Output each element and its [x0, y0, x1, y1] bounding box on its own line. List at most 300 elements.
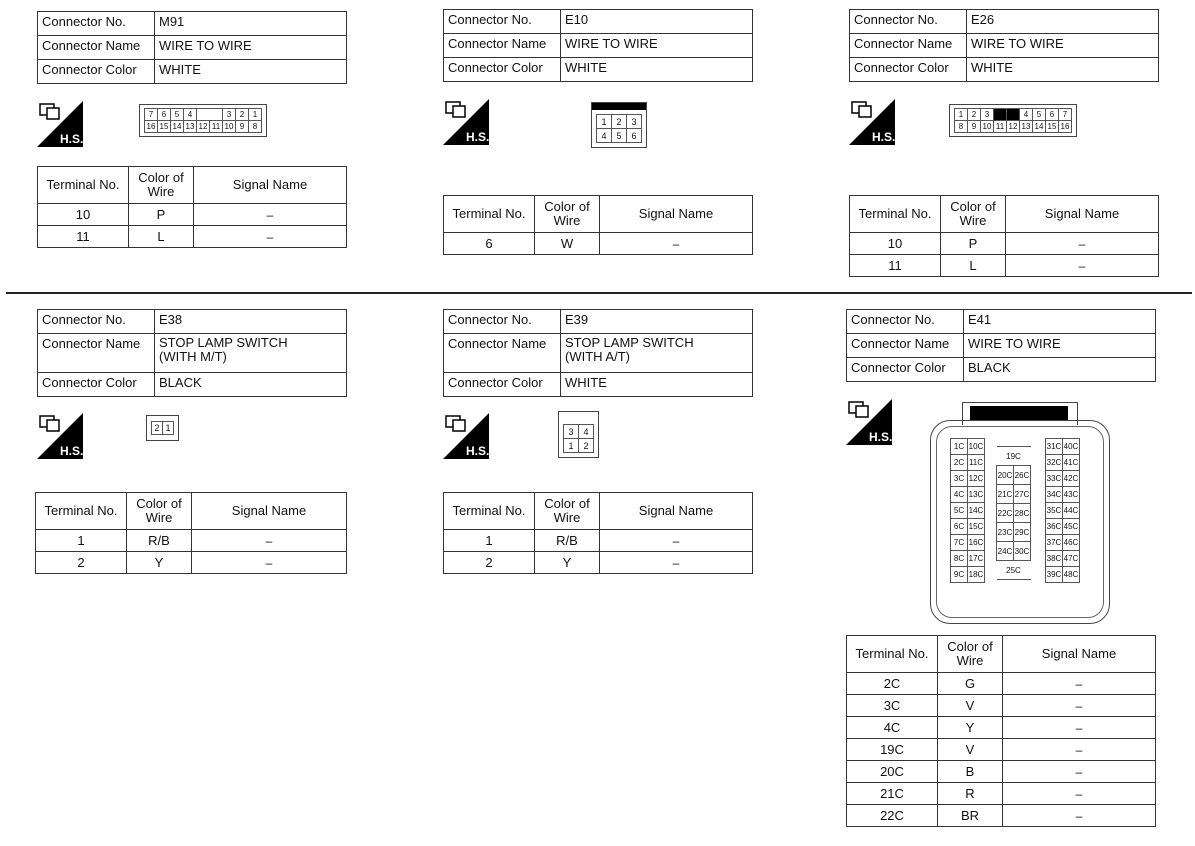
- wire-color: Y: [938, 717, 1003, 739]
- wire-color-header: [941, 196, 1006, 233]
- pin-cell: 44C: [1063, 503, 1080, 519]
- hs-label: H.S.: [466, 130, 489, 144]
- pin-cell: 4C: [951, 487, 968, 503]
- wire-color-header-line1: Color of: [950, 199, 996, 214]
- connector-info-m91: [37, 11, 347, 84]
- label: Connector No.: [38, 310, 155, 334]
- signal-name: –: [1003, 739, 1156, 761]
- connector-no: E39: [561, 310, 753, 334]
- table-row: [847, 761, 1156, 783]
- hs-label: H.S.: [60, 444, 83, 458]
- pin-cell: 3: [981, 109, 994, 121]
- pin-row: [1046, 503, 1080, 519]
- table-row: [38, 226, 347, 248]
- pin-cell: 31C: [1046, 439, 1063, 455]
- pin-row: [951, 519, 985, 535]
- table-row: [850, 233, 1159, 255]
- pin-cell: 38C: [1046, 551, 1063, 567]
- signal-name-header: Signal Name: [194, 167, 347, 204]
- terminal-no: 20C: [847, 761, 938, 783]
- connector-name: [155, 334, 347, 373]
- pin-row: [997, 447, 1031, 466]
- connector-no: E10: [561, 10, 753, 34]
- signal-name: –: [1006, 233, 1159, 255]
- wire-color: G: [938, 673, 1003, 695]
- terminal-no: 2: [36, 552, 127, 574]
- pin-row: [997, 523, 1031, 542]
- pin-grid: [596, 114, 642, 143]
- pin-cell: 1C: [951, 439, 968, 455]
- pin-cell: 6: [158, 109, 171, 121]
- pin-cell: 9: [236, 121, 249, 133]
- harness-side-icon: [37, 413, 83, 459]
- pin-cell: 24C: [997, 542, 1014, 561]
- terminal-no-header: Terminal No.: [444, 493, 535, 530]
- terminal-no: 11: [38, 226, 129, 248]
- wire-color-header-line1: Color of: [947, 639, 993, 654]
- terminal-header-row: [850, 196, 1159, 233]
- pin-row: [145, 121, 262, 133]
- connector-latch: [592, 103, 646, 110]
- wire-color: P: [129, 204, 194, 226]
- connector-face-e38: [146, 415, 179, 441]
- connector-no: M91: [155, 12, 347, 36]
- signal-name: –: [600, 530, 753, 552]
- pin-row: [951, 567, 985, 583]
- pin-cell: 8C: [951, 551, 968, 567]
- connector-color: BLACK: [155, 373, 347, 397]
- terminal-no: 2C: [847, 673, 938, 695]
- pin-cell: 29C: [1014, 523, 1031, 542]
- pin-cell: 1: [249, 109, 262, 121]
- terminal-no-header: Terminal No.: [444, 196, 535, 233]
- wire-color-header-line1: Color of: [138, 170, 184, 185]
- pin-cell: 40C: [1063, 439, 1080, 455]
- terminal-table-e39: [443, 492, 753, 574]
- table-row: [847, 673, 1156, 695]
- pin-cell: 1: [564, 439, 579, 453]
- table-row: [444, 233, 753, 255]
- signal-name: –: [600, 552, 753, 574]
- pin-cell: 3: [627, 115, 642, 129]
- pin-row: [951, 455, 985, 471]
- pin-cell: 2: [612, 115, 627, 129]
- pin-cell: 21C: [997, 485, 1014, 504]
- table-row: [847, 739, 1156, 761]
- terminal-table: [443, 492, 753, 574]
- wire-color-header: [938, 636, 1003, 673]
- pin-cell: 5C: [951, 503, 968, 519]
- terminal-no: 10: [38, 204, 129, 226]
- pin-cell: 17C: [968, 551, 985, 567]
- pin-grid: [563, 424, 594, 453]
- pin-cell: 14: [171, 121, 184, 133]
- pin-row: [152, 422, 174, 435]
- pin-cell: 5: [171, 109, 184, 121]
- pin-cell: 2C: [951, 455, 968, 471]
- pin-cell: 16: [145, 121, 158, 133]
- connector-latch-fill: [970, 406, 1068, 420]
- pin-cell: 12: [1007, 121, 1020, 133]
- pin-cell: 39C: [1046, 567, 1063, 583]
- hs-label: H.S.: [466, 444, 489, 458]
- terminal-table-m91: [37, 166, 347, 248]
- pin-cell: 3: [223, 109, 236, 121]
- wire-color: Y: [127, 552, 192, 574]
- label: Connector Color: [444, 373, 561, 397]
- pin-cell: 6: [627, 129, 642, 143]
- wire-color: L: [129, 226, 194, 248]
- signal-name-header: Signal Name: [192, 493, 347, 530]
- label: Connector Color: [847, 358, 964, 382]
- pin-cell: 16C: [968, 535, 985, 551]
- signal-name: –: [1006, 255, 1159, 277]
- pin-cell: 1: [955, 109, 968, 121]
- wire-color: BR: [938, 805, 1003, 827]
- pin-cell: 12: [197, 121, 210, 133]
- wire-color-header-line2: Wire: [956, 653, 984, 668]
- wire-color: R/B: [127, 530, 192, 552]
- terminal-no: 4C: [847, 717, 938, 739]
- pin-cell: 7: [1059, 109, 1072, 121]
- wire-color: Y: [535, 552, 600, 574]
- terminal-table: [849, 195, 1159, 277]
- label: Connector Name: [38, 36, 155, 60]
- signal-name-header: Signal Name: [1006, 196, 1159, 233]
- pin-cell: 14: [1033, 121, 1046, 133]
- pin-cell: 11: [210, 121, 223, 133]
- label: Connector Color: [850, 58, 967, 82]
- pin-cell: 26C: [1014, 466, 1031, 485]
- terminal-no: 2: [444, 552, 535, 574]
- pin-row: [1046, 535, 1080, 551]
- pin-cell: 35C: [1046, 503, 1063, 519]
- signal-name: –: [1003, 761, 1156, 783]
- wire-color: V: [938, 695, 1003, 717]
- hs-label: H.S.: [872, 130, 895, 144]
- wire-color: B: [938, 761, 1003, 783]
- connector-no: E38: [155, 310, 347, 334]
- wire-color: R/B: [535, 530, 600, 552]
- wire-color-header-line1: Color of: [544, 199, 590, 214]
- pin-cell: 2: [236, 109, 249, 121]
- terminal-table: [37, 166, 347, 248]
- table-row: [847, 783, 1156, 805]
- label: Connector No.: [444, 10, 561, 34]
- harness-side-icon: [849, 99, 895, 145]
- label: Connector No.: [850, 10, 967, 34]
- pin-row: [951, 551, 985, 567]
- pin-row: [951, 503, 985, 519]
- pin-cell: 23C: [997, 523, 1014, 542]
- pin-cell: 2: [968, 109, 981, 121]
- hs-label: H.S.: [869, 430, 892, 444]
- table-row: [36, 552, 347, 574]
- wire-color-header-line2: Wire: [959, 213, 987, 228]
- pin-row: [997, 542, 1031, 561]
- signal-name: –: [194, 204, 347, 226]
- pin-cell: 3: [564, 425, 579, 439]
- wire-color-header-line2: Wire: [145, 510, 173, 525]
- harness-side-icon: [443, 413, 489, 459]
- pin-row: [955, 121, 1072, 133]
- harness-side-icon: [846, 399, 892, 445]
- label: Connector Name: [38, 334, 155, 373]
- pin-cell: 2: [579, 439, 594, 453]
- wire-color-header: [127, 493, 192, 530]
- terminal-no: 1: [36, 530, 127, 552]
- pin-cell: 20C: [997, 466, 1014, 485]
- pin-cell: 12C: [968, 471, 985, 487]
- pin-row: [1046, 551, 1080, 567]
- connector-info-e26: [849, 9, 1159, 82]
- pin-row: [1046, 471, 1080, 487]
- pin-cell: 47C: [1063, 551, 1080, 567]
- connector-color: WHITE: [561, 373, 753, 397]
- pin-cell: 5: [1033, 109, 1046, 121]
- label: Connector No.: [38, 12, 155, 36]
- terminal-no: 3C: [847, 695, 938, 717]
- table-row: [38, 204, 347, 226]
- signal-name: –: [1003, 717, 1156, 739]
- pin-row: [1046, 519, 1080, 535]
- pin-cell: 25C: [997, 561, 1031, 580]
- wire-color-header-line2: Wire: [553, 213, 581, 228]
- label: Connector Name: [847, 334, 964, 358]
- wire-color: W: [535, 233, 600, 255]
- pin-cell: 1: [597, 115, 612, 129]
- connector-no: E26: [967, 10, 1159, 34]
- terminal-header-row: [444, 493, 753, 530]
- table-row: [850, 255, 1159, 277]
- pin-cell: 7: [145, 109, 158, 121]
- pin-cell: 4: [579, 425, 594, 439]
- pin-row: [1046, 439, 1080, 455]
- pin-cell: 11C: [968, 455, 985, 471]
- name-line-2: (WITH M/T): [159, 349, 227, 364]
- terminal-table-e38: [35, 492, 347, 574]
- connector-name: WIRE TO WIRE: [964, 334, 1156, 358]
- connector-face-e41: [930, 402, 1110, 624]
- pin-row: [997, 504, 1031, 523]
- pin-cell: 46C: [1063, 535, 1080, 551]
- terminal-no-header: Terminal No.: [850, 196, 941, 233]
- pin-cell: 13C: [968, 487, 985, 503]
- signal-name: –: [192, 530, 347, 552]
- pin-cell: 1: [163, 422, 174, 435]
- pin-cell: 28C: [1014, 504, 1031, 523]
- table-row: [444, 530, 753, 552]
- pin-cell: 4: [1020, 109, 1033, 121]
- terminal-header-row: [444, 196, 753, 233]
- pin-cell: 5: [612, 129, 627, 143]
- signal-name-header: Signal Name: [1003, 636, 1156, 673]
- label: Connector No.: [444, 310, 561, 334]
- connector-face-e26: [949, 104, 1077, 137]
- pin-cell: 41C: [1063, 455, 1080, 471]
- pin-row: [951, 487, 985, 503]
- table-row: [847, 717, 1156, 739]
- pin-cell: 9C: [951, 567, 968, 583]
- pin-cell: 15: [1046, 121, 1059, 133]
- connector-face-m91: [139, 104, 267, 137]
- pin-cell: 7C: [951, 535, 968, 551]
- pin-cell: 27C: [1014, 485, 1031, 504]
- terminal-header-row: [36, 493, 347, 530]
- wire-color-header-line1: Color of: [136, 496, 182, 511]
- table-row: [847, 805, 1156, 827]
- pin-cell: 30C: [1014, 542, 1031, 561]
- connector-name: WIRE TO WIRE: [967, 34, 1159, 58]
- pin-cell: 48C: [1063, 567, 1080, 583]
- pin-cell: 16: [1059, 121, 1072, 133]
- pin-cell: 32C: [1046, 455, 1063, 471]
- terminal-no: 10: [850, 233, 941, 255]
- terminal-table-e41: [846, 635, 1156, 827]
- label: Connector Color: [38, 373, 155, 397]
- pin-grid: [954, 108, 1072, 133]
- name-line-1: STOP LAMP SWITCH: [159, 335, 288, 350]
- terminal-table: [35, 492, 347, 574]
- terminal-table: [443, 195, 753, 255]
- pin-cell: 45C: [1063, 519, 1080, 535]
- pin-cell: 2: [152, 422, 163, 435]
- pin-row: [1046, 567, 1080, 583]
- section-divider: [6, 292, 1192, 294]
- pin-cell: 6C: [951, 519, 968, 535]
- pin-cell: 10: [981, 121, 994, 133]
- pin-blank: [994, 109, 1007, 121]
- wire-color-header-line1: Color of: [544, 496, 590, 511]
- connector-face-e39: [558, 411, 599, 458]
- harness-side-icon: [37, 101, 83, 147]
- connector-color: WHITE: [967, 58, 1159, 82]
- pin-row: [1046, 455, 1080, 471]
- name-line-1: STOP LAMP SWITCH: [565, 335, 694, 350]
- wire-color-header: [535, 196, 600, 233]
- terminal-no: 1: [444, 530, 535, 552]
- wire-color: L: [941, 255, 1006, 277]
- pin-cell: 36C: [1046, 519, 1063, 535]
- connector-info-e41: [846, 309, 1156, 382]
- pin-row: [951, 439, 985, 455]
- harness-side-icon: [443, 99, 489, 145]
- label: Connector Color: [444, 58, 561, 82]
- signal-name-header: Signal Name: [600, 196, 753, 233]
- label: Connector Color: [38, 60, 155, 84]
- pin-cell: 10: [223, 121, 236, 133]
- pin-cell: 15C: [968, 519, 985, 535]
- table-row: [444, 552, 753, 574]
- pin-block-mid: [996, 446, 1031, 580]
- terminal-header-row: [847, 636, 1156, 673]
- pin-cell: 33C: [1046, 471, 1063, 487]
- connector-no: E41: [964, 310, 1156, 334]
- terminal-no: 21C: [847, 783, 938, 805]
- label: Connector No.: [847, 310, 964, 334]
- pin-row: [145, 109, 262, 121]
- connector-color: WHITE: [561, 58, 753, 82]
- connector-info-e39: [443, 309, 753, 397]
- pin-row: [1046, 487, 1080, 503]
- pin-block-left: [950, 438, 985, 583]
- pin-grid: [144, 108, 262, 133]
- pin-blank: [1007, 109, 1020, 121]
- pin-cell: 4: [597, 129, 612, 143]
- terminal-table-e26: [849, 195, 1159, 277]
- wire-color-header-line2: Wire: [147, 184, 175, 199]
- table-row: [36, 530, 347, 552]
- connector-face-e10: [591, 102, 647, 148]
- pin-cell: 15: [158, 121, 171, 133]
- terminal-table-e10: [443, 195, 753, 255]
- connector-color: WHITE: [155, 60, 347, 84]
- signal-name: –: [1003, 805, 1156, 827]
- pin-cell: 13: [184, 121, 197, 133]
- terminal-no-header: Terminal No.: [38, 167, 129, 204]
- pin-row: [997, 466, 1031, 485]
- terminal-no: 19C: [847, 739, 938, 761]
- wire-color: P: [941, 233, 1006, 255]
- pin-cell: 8: [249, 121, 262, 133]
- connector-color: BLACK: [964, 358, 1156, 382]
- connector-name: WIRE TO WIRE: [561, 34, 753, 58]
- label: Connector Name: [444, 34, 561, 58]
- terminal-no: 6: [444, 233, 535, 255]
- pin-blank: [197, 109, 210, 121]
- hs-label: H.S.: [60, 132, 83, 146]
- pin-row: [951, 535, 985, 551]
- terminal-table: [846, 635, 1156, 827]
- pin-cell: 10C: [968, 439, 985, 455]
- signal-name-header: Signal Name: [600, 493, 753, 530]
- pin-row: [997, 561, 1031, 580]
- pin-row: [997, 485, 1031, 504]
- terminal-no: 22C: [847, 805, 938, 827]
- wire-color-header: [129, 167, 194, 204]
- pin-cell: 42C: [1063, 471, 1080, 487]
- wire-color-header: [535, 493, 600, 530]
- pin-row: [597, 115, 642, 129]
- wire-color: V: [938, 739, 1003, 761]
- terminal-no-header: Terminal No.: [847, 636, 938, 673]
- pin-cell: 11: [994, 121, 1007, 133]
- pin-grid: [151, 421, 174, 435]
- pin-row: [597, 129, 642, 143]
- pin-cell: 3C: [951, 471, 968, 487]
- pin-cell: 8: [955, 121, 968, 133]
- connector-name: WIRE TO WIRE: [155, 36, 347, 60]
- wire-color: R: [938, 783, 1003, 805]
- signal-name: –: [192, 552, 347, 574]
- table-row: [847, 695, 1156, 717]
- pin-row: [564, 439, 594, 453]
- signal-name: –: [600, 233, 753, 255]
- label: Connector Name: [850, 34, 967, 58]
- wire-color-header-line2: Wire: [553, 510, 581, 525]
- name-line-2: (WITH A/T): [565, 349, 630, 364]
- signal-name: –: [1003, 695, 1156, 717]
- signal-name: –: [194, 226, 347, 248]
- signal-name: –: [1003, 783, 1156, 805]
- pin-cell: 34C: [1046, 487, 1063, 503]
- pin-block-right: [1045, 438, 1080, 583]
- signal-name: –: [1003, 673, 1156, 695]
- pin-cell: 43C: [1063, 487, 1080, 503]
- connector-info-e10: [443, 9, 753, 82]
- pin-cell: 4: [184, 109, 197, 121]
- terminal-header-row: [38, 167, 347, 204]
